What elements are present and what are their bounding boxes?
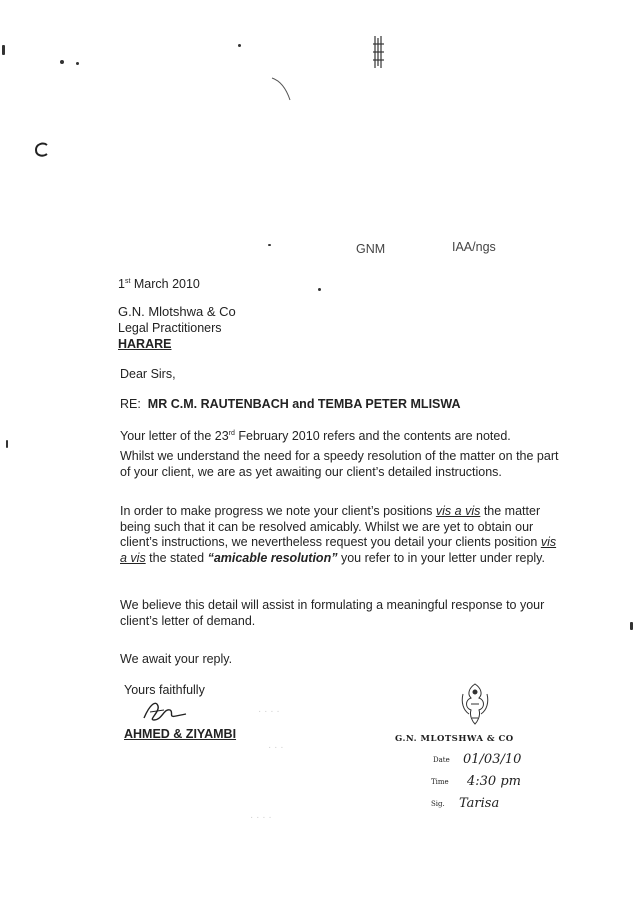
punch-hole-mark [32,140,52,160]
salutation: Dear Sirs, [120,367,176,381]
stamp-signature-value: Tarisa [459,796,500,811]
subject-line [120,396,461,412]
subject-text: MR C.M. RAUTENBACH and TEMBA PETER MLISWA [147,397,461,411]
scan-speck [2,45,5,55]
paragraph-1: Your letter of the 23rd February 2010 refers and the contents are noted. [120,429,511,444]
scan-speck [60,60,64,64]
crease-mark [270,76,294,102]
paragraph-4: We believe this detail will assist in formulating a meaningful response to your client’s letter of demand. [120,598,545,628]
received-stamp [395,680,575,830]
stamp-date-label: Date [433,756,450,764]
stamp-signature-label: Sig. [431,800,445,808]
closing: Yours faithfully [124,683,205,697]
stamp-time-value: 4:30 pm [467,774,521,789]
faint-marks: · · · · [258,706,280,717]
stamp-date-value: 01/03/10 [463,752,522,767]
scan-speck [630,622,633,630]
scan-speck [238,44,241,47]
recipient-firm: G.N. Mlotshwa & Co [118,304,236,319]
faint-marks: · · · · [250,812,272,823]
paragraph-3: In order to make progress we note your client’s positions vis a vis the matter being such that it can be resolved amicably. Whilst we are yet to obtain our client’s instructions, we nevertheless request you detail your clients position vis a vis the stated “amicable resolution” you refer to in your letter under reply. [120,504,557,565]
signatory: AHMED & ZIYAMBI [124,727,237,741]
coat-of-arms-emblem [457,680,493,726]
staple-mark [372,34,386,70]
recipient-city: HARARE [118,337,172,351]
subject-label: RE: [120,397,141,411]
handwritten-signature [140,698,188,724]
scan-speck [268,244,271,246]
paragraph-2: Whilst we understand the need for a speedy resolution of the matter on the part of your client, we are as yet awaiting our client’s detailed instructions. [120,449,559,479]
scan-speck [76,62,79,65]
stamp-firm-name: G.N. MLOTSHWA & CO [395,734,514,744]
scan-speck [318,288,321,291]
letter-date: 1st March 2010 [118,277,200,292]
stamp-time-label: Time [431,778,449,786]
recipient-profession: Legal Practitioners [118,321,222,335]
our-reference: GNM [356,242,386,256]
faint-marks: · · · [268,742,284,753]
paragraph-5: We await your reply. [120,652,233,666]
your-reference: IAA/ngs [452,240,496,254]
scan-speck [6,440,8,448]
